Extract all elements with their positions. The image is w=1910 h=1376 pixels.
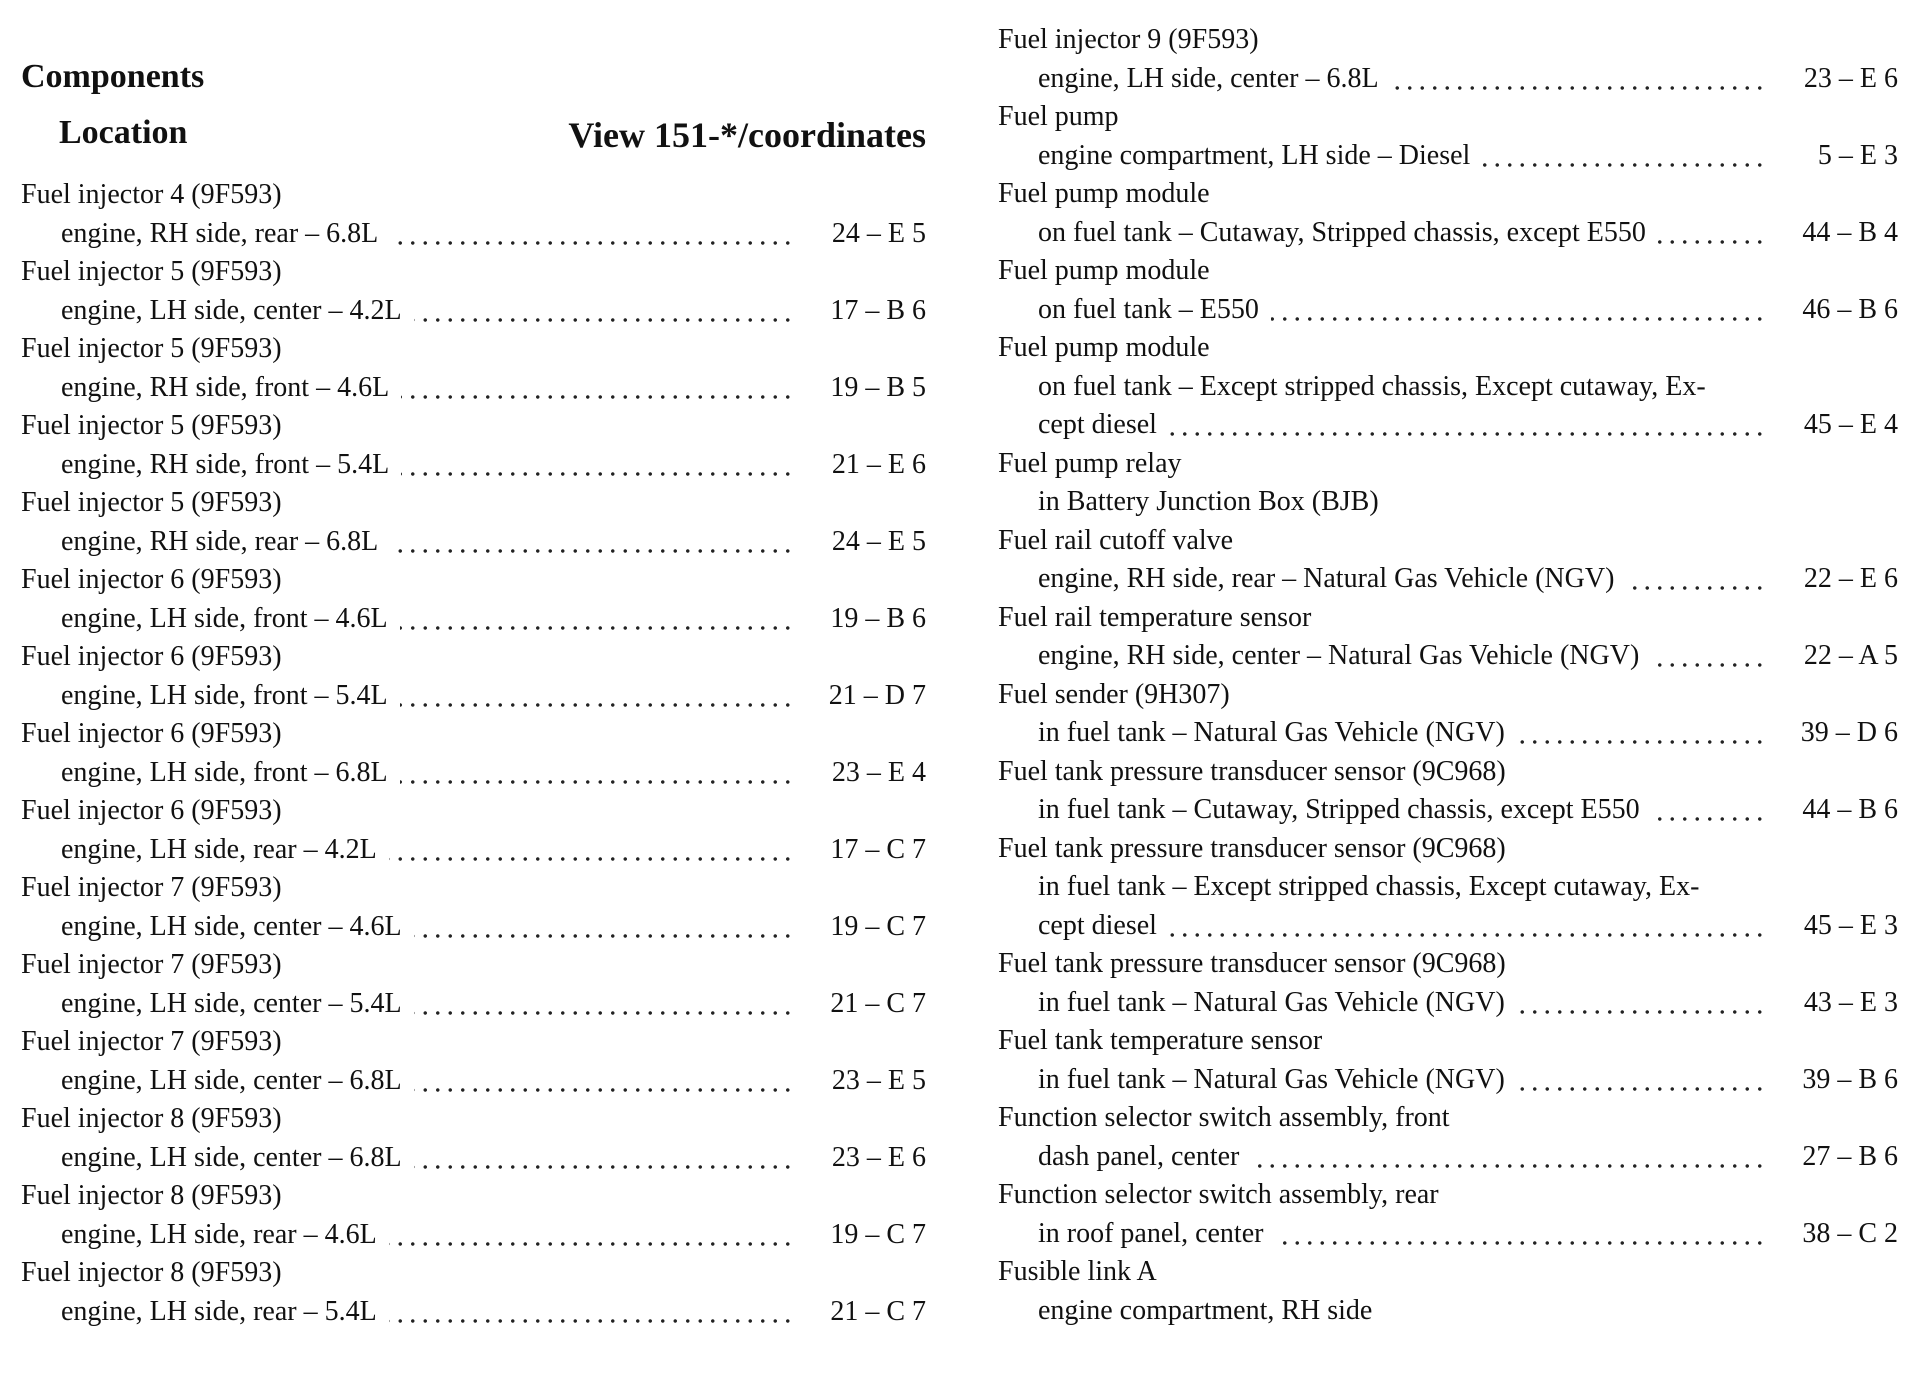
- location-line: [998, 791, 1898, 830]
- location-text: engine, LH side, rear – 4.2L: [61, 833, 377, 865]
- view-coordinate: 39 – B 6: [1802, 1063, 1898, 1095]
- component-entry: [998, 445, 1898, 522]
- location-line: [21, 831, 926, 870]
- view-coordinate: 17 – B 6: [830, 294, 926, 326]
- location-text: cept diesel: [1038, 909, 1157, 941]
- location-text: engine, LH side, rear – 5.4L: [61, 1295, 377, 1327]
- component-name: Fuel injector 5 (9F593): [21, 256, 282, 287]
- view-coordinate: 24 – E 5: [831, 525, 926, 557]
- component-name: Fuel rail cutoff valve: [998, 524, 1234, 556]
- location-line: [998, 1292, 1898, 1331]
- location-text: on fuel tank – Cutaway, Stripped chassis, except E550: [1038, 216, 1646, 248]
- location-line: [998, 907, 1898, 946]
- component-name: Fuel injector 5 (9F593): [21, 333, 282, 364]
- component-name: Function selector switch assembly, rear: [998, 1179, 1439, 1210]
- component-name: Fuel rail temperature sensor: [998, 601, 1312, 633]
- component-name: Fuel pump relay: [998, 447, 1182, 479]
- location-line: [21, 1139, 926, 1178]
- location-text: engine, LH side, rear – 4.6L: [61, 1218, 377, 1250]
- dot-leader: [1251, 1138, 1766, 1177]
- location-line: [21, 292, 926, 331]
- view-coordinate: 24 – E 5: [831, 217, 926, 249]
- view-coordinate: 19 – B 6: [830, 602, 926, 634]
- section-title: Components: [21, 58, 205, 95]
- location-line: [998, 60, 1898, 99]
- location-line: [998, 984, 1898, 1023]
- location-text: in fuel tank – Natural Gas Vehicle (NGV): [1038, 986, 1505, 1018]
- component-entry: [21, 176, 926, 253]
- component-entry: [998, 676, 1898, 753]
- location-text: engine, LH side, front – 4.6L: [61, 602, 388, 634]
- component-entry: [998, 522, 1898, 599]
- location-line: [998, 368, 1898, 407]
- location-text: engine, LH side, front – 5.4L: [61, 679, 388, 711]
- location-text: engine compartment, RH side: [1038, 1294, 1373, 1326]
- location-line: [998, 714, 1898, 753]
- dot-leader: [414, 1139, 794, 1178]
- dot-leader: [389, 831, 794, 870]
- component-name: Fuel pump: [998, 101, 1119, 132]
- dot-leader: [1517, 714, 1766, 753]
- component-name: Fuel injector 6 (9F593): [21, 641, 282, 672]
- right-entry-list: [998, 21, 1898, 1330]
- view-coordinate: 44 – B 4: [1802, 216, 1898, 248]
- location-line: [21, 1062, 926, 1101]
- component-entry: [998, 1253, 1898, 1330]
- component-name: Fuel injector 4 (9F593): [21, 179, 282, 210]
- component-name: Fuel injector 6 (9F593): [21, 718, 282, 749]
- location-line: [998, 483, 1898, 522]
- location-text: in fuel tank – Natural Gas Vehicle (NGV): [1038, 1063, 1505, 1095]
- location-text: cept diesel: [1038, 409, 1157, 440]
- view-coordinate: 17 – C 7: [830, 833, 926, 865]
- component-name: Fuel sender (9H307): [998, 678, 1230, 710]
- view-coordinate: 27 – B 6: [1802, 1140, 1898, 1172]
- component-entry: [998, 1176, 1898, 1253]
- dot-leader: [1517, 1061, 1766, 1100]
- location-text: in fuel tank – Except stripped chassis, Except cutaway, Ex-: [1038, 871, 1700, 902]
- component-name: Fuel pump module: [998, 255, 1210, 286]
- view-coordinate: 45 – E 3: [1803, 909, 1898, 941]
- component-entry: [21, 1177, 926, 1254]
- location-text: dash panel, center: [1038, 1140, 1240, 1172]
- component-name: Fuel injector 7 (9F593): [21, 872, 282, 903]
- location-line: [21, 985, 926, 1024]
- dot-leader: [401, 446, 794, 485]
- view-coordinate: 23 – E 6: [831, 1141, 926, 1173]
- location-text: engine, RH side, rear – 6.8L: [61, 217, 379, 249]
- component-name: Fuel injector 8 (9F593): [21, 1257, 282, 1288]
- dot-leader: [390, 215, 794, 254]
- dot-leader: [390, 523, 794, 562]
- dot-leader: [414, 1062, 794, 1101]
- dot-leader: [1391, 60, 1766, 99]
- dot-leader: [400, 754, 794, 793]
- component-entry: [998, 252, 1898, 329]
- location-text: engine, LH side, center – 6.8L: [1038, 62, 1379, 94]
- component-name: Fuel injector 7 (9F593): [21, 1026, 282, 1057]
- location-line: [21, 677, 926, 716]
- dot-leader: [1271, 291, 1766, 330]
- location-text: in fuel tank – Natural Gas Vehicle (NGV): [1038, 717, 1505, 748]
- dot-leader: [401, 369, 794, 408]
- location-line: [998, 560, 1898, 599]
- location-line: [21, 446, 926, 485]
- component-entry: [21, 253, 926, 330]
- view-coordinate: 23 – E 6: [1803, 62, 1898, 94]
- component-entry: [998, 753, 1898, 830]
- location-text: engine, LH side, center – 6.8L: [61, 1141, 402, 1173]
- location-text: engine, RH side, rear – Natural Gas Vehicle (NGV): [1038, 563, 1615, 594]
- view-coordinate: 23 – E 5: [831, 1064, 926, 1096]
- dot-leader: [1169, 406, 1766, 445]
- view-coordinate: 22 – A 5: [1803, 640, 1898, 671]
- dot-leader: [1169, 907, 1766, 946]
- dot-leader: [400, 677, 794, 716]
- location-line: [21, 369, 926, 408]
- component-entry: [21, 407, 926, 484]
- view-coordinate: 45 – E 4: [1803, 409, 1898, 440]
- location-line: [998, 137, 1898, 176]
- location-line: [21, 600, 926, 639]
- component-entry: [21, 1254, 926, 1331]
- component-name: Fuel injector 6 (9F593): [21, 795, 282, 826]
- view-coordinate: 19 – C 7: [830, 1218, 926, 1250]
- dot-leader: [414, 985, 794, 1024]
- component-name: Fuel pump module: [998, 332, 1210, 363]
- location-line: [998, 637, 1898, 676]
- component-entry: [21, 330, 926, 407]
- component-entry: [21, 1100, 926, 1177]
- component-entry: [21, 792, 926, 869]
- location-line: [998, 406, 1898, 445]
- dot-leader: [400, 600, 794, 639]
- location-text: engine, RH side, center – Natural Gas Vehicle (NGV): [1038, 640, 1640, 671]
- view-coordinate: 46 – B 6: [1802, 293, 1898, 325]
- component-entry: [998, 830, 1898, 946]
- component-entry: [21, 869, 926, 946]
- view-coordinates-heading: View 151-*/coordinates: [568, 115, 926, 155]
- location-text: engine, LH side, front – 6.8L: [61, 756, 388, 788]
- component-name: Fuel injector 7 (9F593): [21, 949, 282, 980]
- dot-leader: [1626, 560, 1766, 599]
- view-coordinate: 38 – C 2: [1802, 1217, 1898, 1249]
- component-entry: [998, 945, 1898, 1022]
- component-entry: [998, 98, 1898, 175]
- component-name: Fuel tank pressure transducer sensor (9C968): [998, 948, 1506, 979]
- location-line: [998, 1138, 1898, 1177]
- component-name: Fuel injector 6 (9F593): [21, 564, 282, 595]
- location-text: engine, LH side, center – 4.2L: [61, 294, 402, 326]
- component-entry: [21, 638, 926, 715]
- location-text: engine, LH side, center – 6.8L: [61, 1064, 402, 1096]
- location-line: [21, 1216, 926, 1255]
- component-name: Fuel injector 9 (9F593): [998, 24, 1259, 55]
- view-coordinate: 21 – C 7: [830, 1295, 926, 1327]
- component-entry: [998, 329, 1898, 445]
- location-line: [998, 291, 1898, 330]
- view-coordinate: 19 – C 7: [830, 910, 926, 942]
- view-coordinate: 23 – E 4: [831, 756, 926, 788]
- view-coordinate: 19 – B 5: [830, 371, 926, 403]
- location-heading: Location: [59, 114, 188, 151]
- location-text: in roof panel, center: [1038, 1217, 1264, 1249]
- location-line: [998, 214, 1898, 253]
- location-line: [21, 908, 926, 947]
- location-line: [998, 1061, 1898, 1100]
- location-text: engine, RH side, rear – 6.8L: [61, 525, 379, 557]
- component-entry: [21, 715, 926, 792]
- location-line: [998, 868, 1898, 907]
- dot-leader: [389, 1216, 794, 1255]
- location-line: [21, 523, 926, 562]
- component-name: Fuel tank temperature sensor: [998, 1025, 1323, 1056]
- component-name: Fuel injector 5 (9F593): [21, 487, 282, 518]
- view-coordinate: 21 – C 7: [830, 987, 926, 1019]
- dot-leader: [1651, 637, 1766, 676]
- dot-leader: [389, 1293, 794, 1332]
- location-line: [21, 754, 926, 793]
- component-name: Fuel tank pressure transducer sensor (9C968): [998, 832, 1506, 864]
- location-line: [21, 215, 926, 254]
- location-line: [21, 1293, 926, 1332]
- component-entry: [21, 484, 926, 561]
- dot-leader: [414, 908, 794, 947]
- component-entry: [21, 946, 926, 1023]
- component-name: Fuel injector 8 (9F593): [21, 1180, 282, 1211]
- location-text: on fuel tank – Except stripped chassis, Except cutaway, Ex-: [1038, 370, 1706, 402]
- location-line: [998, 1215, 1898, 1254]
- dot-leader: [1517, 984, 1766, 1023]
- component-entry: [998, 1099, 1898, 1176]
- view-coordinate: 21 – D 7: [828, 679, 926, 711]
- dot-leader: [1652, 791, 1766, 830]
- location-text: engine, RH side, front – 4.6L: [61, 371, 390, 403]
- location-text: engine compartment, LH side – Diesel: [1038, 139, 1471, 171]
- component-entry: [998, 599, 1898, 676]
- component-name: Fuel pump module: [998, 178, 1210, 209]
- component-entry: [21, 1023, 926, 1100]
- dot-leader: [414, 292, 794, 331]
- view-coordinate: 22 – E 6: [1803, 563, 1898, 594]
- dot-leader: [1275, 1215, 1766, 1254]
- location-text: engine, LH side, center – 4.6L: [61, 910, 402, 942]
- location-text: in Battery Junction Box (BJB): [1038, 486, 1379, 517]
- view-coordinate: 21 – E 6: [831, 448, 926, 480]
- dot-leader: [1658, 214, 1766, 253]
- view-coordinate: 39 – D 6: [1800, 717, 1898, 748]
- view-coordinate: 5 – E 3: [1817, 139, 1898, 171]
- location-text: on fuel tank – E550: [1038, 293, 1259, 325]
- component-name: Fusible link A: [998, 1256, 1157, 1287]
- component-name: Fuel injector 8 (9F593): [21, 1103, 282, 1134]
- dot-leader: [1482, 137, 1766, 176]
- location-text: in fuel tank – Cutaway, Stripped chassis, except E550: [1038, 794, 1640, 825]
- view-coordinate: 44 – B 6: [1802, 794, 1898, 825]
- component-entry: [998, 1022, 1898, 1099]
- component-name: Function selector switch assembly, front: [998, 1102, 1450, 1133]
- component-name: Fuel tank pressure transducer sensor (9C968): [998, 755, 1506, 787]
- component-name: Fuel injector 5 (9F593): [21, 410, 282, 441]
- component-entry: [998, 21, 1898, 98]
- view-coordinate: 43 – E 3: [1803, 986, 1898, 1018]
- location-text: engine, LH side, center – 5.4L: [61, 987, 402, 1019]
- component-entry: [21, 561, 926, 638]
- component-entry: [998, 175, 1898, 252]
- left-entry-list: [21, 176, 926, 1331]
- location-text: engine, RH side, front – 5.4L: [61, 448, 390, 480]
